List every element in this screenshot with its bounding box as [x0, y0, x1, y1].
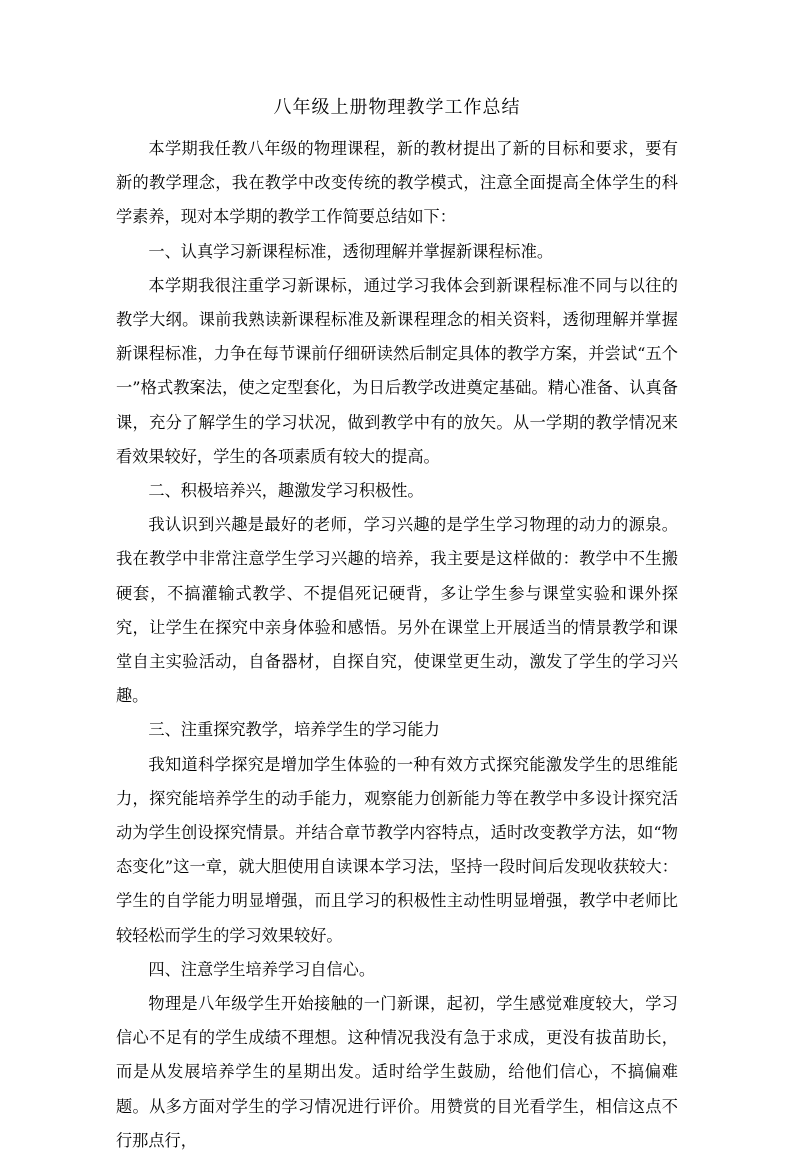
section-3-paragraph: 我知道科学探究是增加学生体验的一种有效方式探究能激发学生的思维能力，探究能培养学生的动手能力，观察能力创新能力等在教学中多设计探究活动为学生创设探究情景。并结合章节教学内容特点，适时改变教学方法，如“物态变化”这一章，就大胆使用自读课本学习法，坚持一段时间后发现收获较大：学生的自学能力明显增强，而且学习的积极性主动性明显增强，教学中老师比较轻松而学生的学习效果较好。: [116, 754, 678, 945]
section-2-paragraph: 我认识到兴趣是最好的老师，学习兴趣的是学生学习物理的动力的源泉。我在教学中非常注意学生学习兴趣的培养，我主要是这样做的：教学中不生搬硬套，不搞灌输式教学、不提倡死记硬背，多让学生参与课堂实验和课外探究，让学生在探究中亲身体验和感悟。另外在课堂上开展适当的情景教学和课堂自主实验活动，自备器材，自探自究，使课堂更生动，激发了学生的学习兴趣。: [116, 515, 678, 706]
document-title: 八年级上册物理教学工作总结: [273, 97, 521, 118]
section-2-heading: 二、积极培养兴，趣激发学习积极性。: [148, 481, 424, 501]
section-3-heading: 三、注重探究教学，培养学生的学习能力: [148, 720, 440, 740]
section-1-paragraph: 本学期我很注重学习新课标，通过学习我体会到新课程标准不同与以往的教学大纲。课前我熟读新课程标准及新课程理念的相关资料，透彻理解并掌握新课程标准，力争在每节课前仔细研读然后制定具体的教学方案，并尝试“五个一”格式教案法，使之定型套化，为日后教学改进奠定基础。精心准备、认真备课，充分了解学生的学习状况，做到教学中有的放矢。从一学期的教学情况来看效果较好，学生的各项素质有较大的提高。: [116, 275, 678, 466]
document-body: [116, 132, 678, 1158]
intro-paragraph: 本学期我任教八年级的物理课程，新的教材提出了新的目标和要求，要有新的教学理念，我在教学中改变传统的教学模式，注意全面提高全体学生的科学素养，现对本学期的教学工作简要总结如下：: [116, 139, 678, 227]
section-4-heading: 四、注意学生培养学习自信心。: [148, 959, 376, 979]
section-4-paragraph: 物理是八年级学生开始接触的一门新课，起初，学生感觉难度较大，学习信心不足有的学生成绩不理想。这种情况我没有急于求成，更没有拔苗助长，而是从发展培养学生的星期出发。适时给学生鼓励，给他们信心，不搞偏难题。从多方面对学生的学习情况进行评价。用赞赏的目光看学生，相信这点不行那点行，: [116, 994, 678, 1150]
section-1-heading: 一、认真学习新课程标准，透彻理解并掌握新课程标准。: [148, 241, 554, 261]
